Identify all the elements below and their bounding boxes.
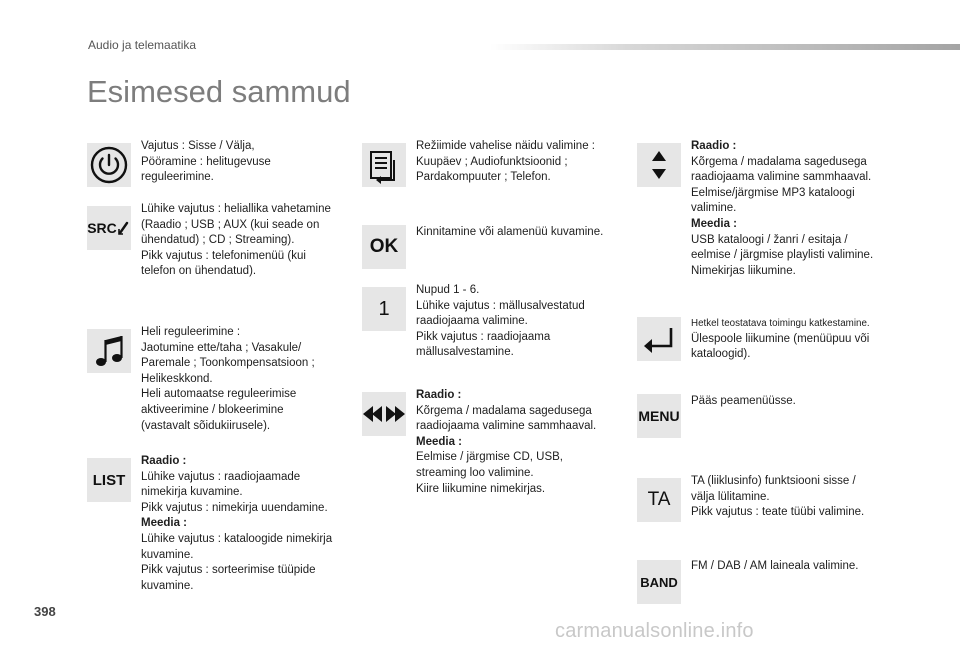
menu-description: Pääs peamenüüsse. xyxy=(691,395,796,407)
band-icon-label: BAND xyxy=(640,574,678,590)
power-description: Vajutus : Sisse / Välja, Pööramine : helitugevuse reguleerimine. xyxy=(141,140,271,184)
list-icon xyxy=(87,458,131,502)
band-description: FM / DAB / AM laineala valimine. xyxy=(691,560,859,572)
ok-icon xyxy=(362,225,406,269)
watermark: carmanualsonline.info xyxy=(555,620,754,642)
src-description: Lühike vajutus : heliallika vahetamine (Raadio ; USB ; AUX (kui seade on ühendatud) ; CD ; Streaming). Pikk vajutus : telefonimenüü (kui telefon on ühendatud). xyxy=(141,203,331,278)
menu-icon xyxy=(637,394,681,438)
ok-description: Kinnitamine või alamenüü kuvamine. xyxy=(416,226,604,238)
back-description: Hetkel teostatava toimingu katkestamine. Ülespoole liikumine (menüüpuu või kataloogid). xyxy=(691,318,870,361)
back-arrow-icon xyxy=(637,317,681,361)
ok-icon-label: OK xyxy=(369,236,399,257)
band-icon xyxy=(637,560,681,604)
display-description: Režiimide vahelise näidu valimine : Kuupäev ; Audiofunktsioonid ; Pardakompuuter ; Telefon. xyxy=(416,140,595,184)
music-note-icon xyxy=(87,329,131,373)
seek-description: Raadio : Kõrgema / madalama sagedusega raadiojaama valimine sammhaaval. Meedia : Eelmise / järgmise CD, USB, streaming loo valimine. Kiire liikumine nimekirjas. xyxy=(416,389,597,495)
seek-arrows-icon xyxy=(362,392,406,436)
menu-icon-label: MENU xyxy=(638,408,680,424)
page-title: Esimesed sammud xyxy=(87,74,351,109)
header-bar xyxy=(490,44,960,50)
sound-description: Heli reguleerimine : Jaotumine ette/taha ; Vasakule/ Paremale ; Toonkompensatsioon ; Helikeskkond. Heli automaatse reguleerimise aktiveerimine / blokeerimine (vastavalt sõidukiirusele). xyxy=(141,326,315,432)
ta-icon-label: TA xyxy=(647,489,671,510)
phone-icon xyxy=(117,220,131,236)
src-icon xyxy=(87,206,131,250)
src-icon-label: SRC xyxy=(87,220,117,236)
updown-description: Raadio : Kõrgema / madalama sagedusega raadiojaama valimine sammhaaval. Eelmise/järgmise MP3 kataloogi valimine. Meedia : USB kataloogi / žanri / esitaja / eelmise / järgmise playlisti valimine. Nimekirjas liikumine. xyxy=(691,140,874,277)
display-mode-icon xyxy=(362,143,406,187)
ta-description: TA (liiklusinfo) funktsiooni sisse / välja lülitamine. Pikk vajutus : teate tüübi valimine. xyxy=(691,475,865,519)
section-label: Audio ja telemaatika xyxy=(88,38,197,52)
power-icon xyxy=(87,143,131,187)
list-icon-label: LIST xyxy=(92,471,126,489)
number-icon-label: 1 xyxy=(378,297,390,320)
page-number: 398 xyxy=(34,604,56,619)
list-description: Raadio : Lühike vajutus : raadiojaamade nimekirja kuvamine. Pikk vajutus : nimekirja uuendamine. Meedia : Lühike vajutus : kataloogide nimekirja kuvamine. Pikk vajutus : sorteerimise tüüpide kuvamine. xyxy=(141,455,333,592)
ta-icon xyxy=(637,478,681,522)
number-one-icon xyxy=(362,287,406,331)
numbers-description: Nupud 1 - 6. Lühike vajutus : mällusalvestatud raadiojaama valimine. Pikk vajutus : raadiojaama mällusalvestamine. xyxy=(416,284,585,359)
up-down-arrows-icon xyxy=(637,143,681,187)
